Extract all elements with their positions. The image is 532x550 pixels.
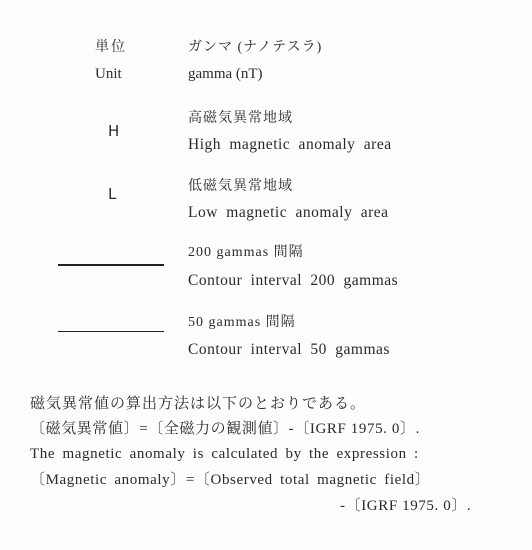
high-anomaly-label-jp: 高磁気異常地域 <box>188 111 293 126</box>
high-anomaly-symbol: H <box>108 122 120 140</box>
low-anomaly-symbol: L <box>108 185 117 203</box>
low-anomaly-label-jp: 低磁気異常地域 <box>188 179 293 194</box>
contour-50-line-symbol <box>58 331 164 332</box>
unit-label-en: Unit <box>95 66 122 82</box>
contour-50-label-en: Contour interval 50 gammas <box>188 341 390 358</box>
note-formula-en-continued: -〔IGRF 1975. 0〕. <box>340 498 472 514</box>
unit-value-jp: ガンマ (ナノテスラ) <box>188 40 323 55</box>
contour-200-label-en: Contour interval 200 gammas <box>188 272 399 289</box>
contour-200-line-symbol <box>58 264 164 266</box>
contour-50-label-jp: 50 gammas 間隔 <box>188 315 296 330</box>
note-method-jp: 磁気異常値の算出方法は以下のとおりである。 <box>30 396 367 412</box>
unit-label-jp: 単位 <box>95 40 127 55</box>
unit-value-en: gamma (nT) <box>188 66 263 82</box>
note-formula-en: 〔Magnetic anomaly〕=〔Observed total magnetic field〕 <box>30 472 431 488</box>
low-anomaly-label-en: Low magnetic anomaly area <box>188 204 389 221</box>
contour-200-label-jp: 200 gammas 間隔 <box>188 245 304 260</box>
high-anomaly-label-en: High magnetic anomaly area <box>188 136 392 153</box>
note-formula-jp: 〔磁気異常値〕=〔全磁力の観測値〕-〔IGRF 1975. 0〕. <box>30 421 420 437</box>
note-method-en: The magnetic anomaly is calculated by the expression : <box>30 446 419 462</box>
